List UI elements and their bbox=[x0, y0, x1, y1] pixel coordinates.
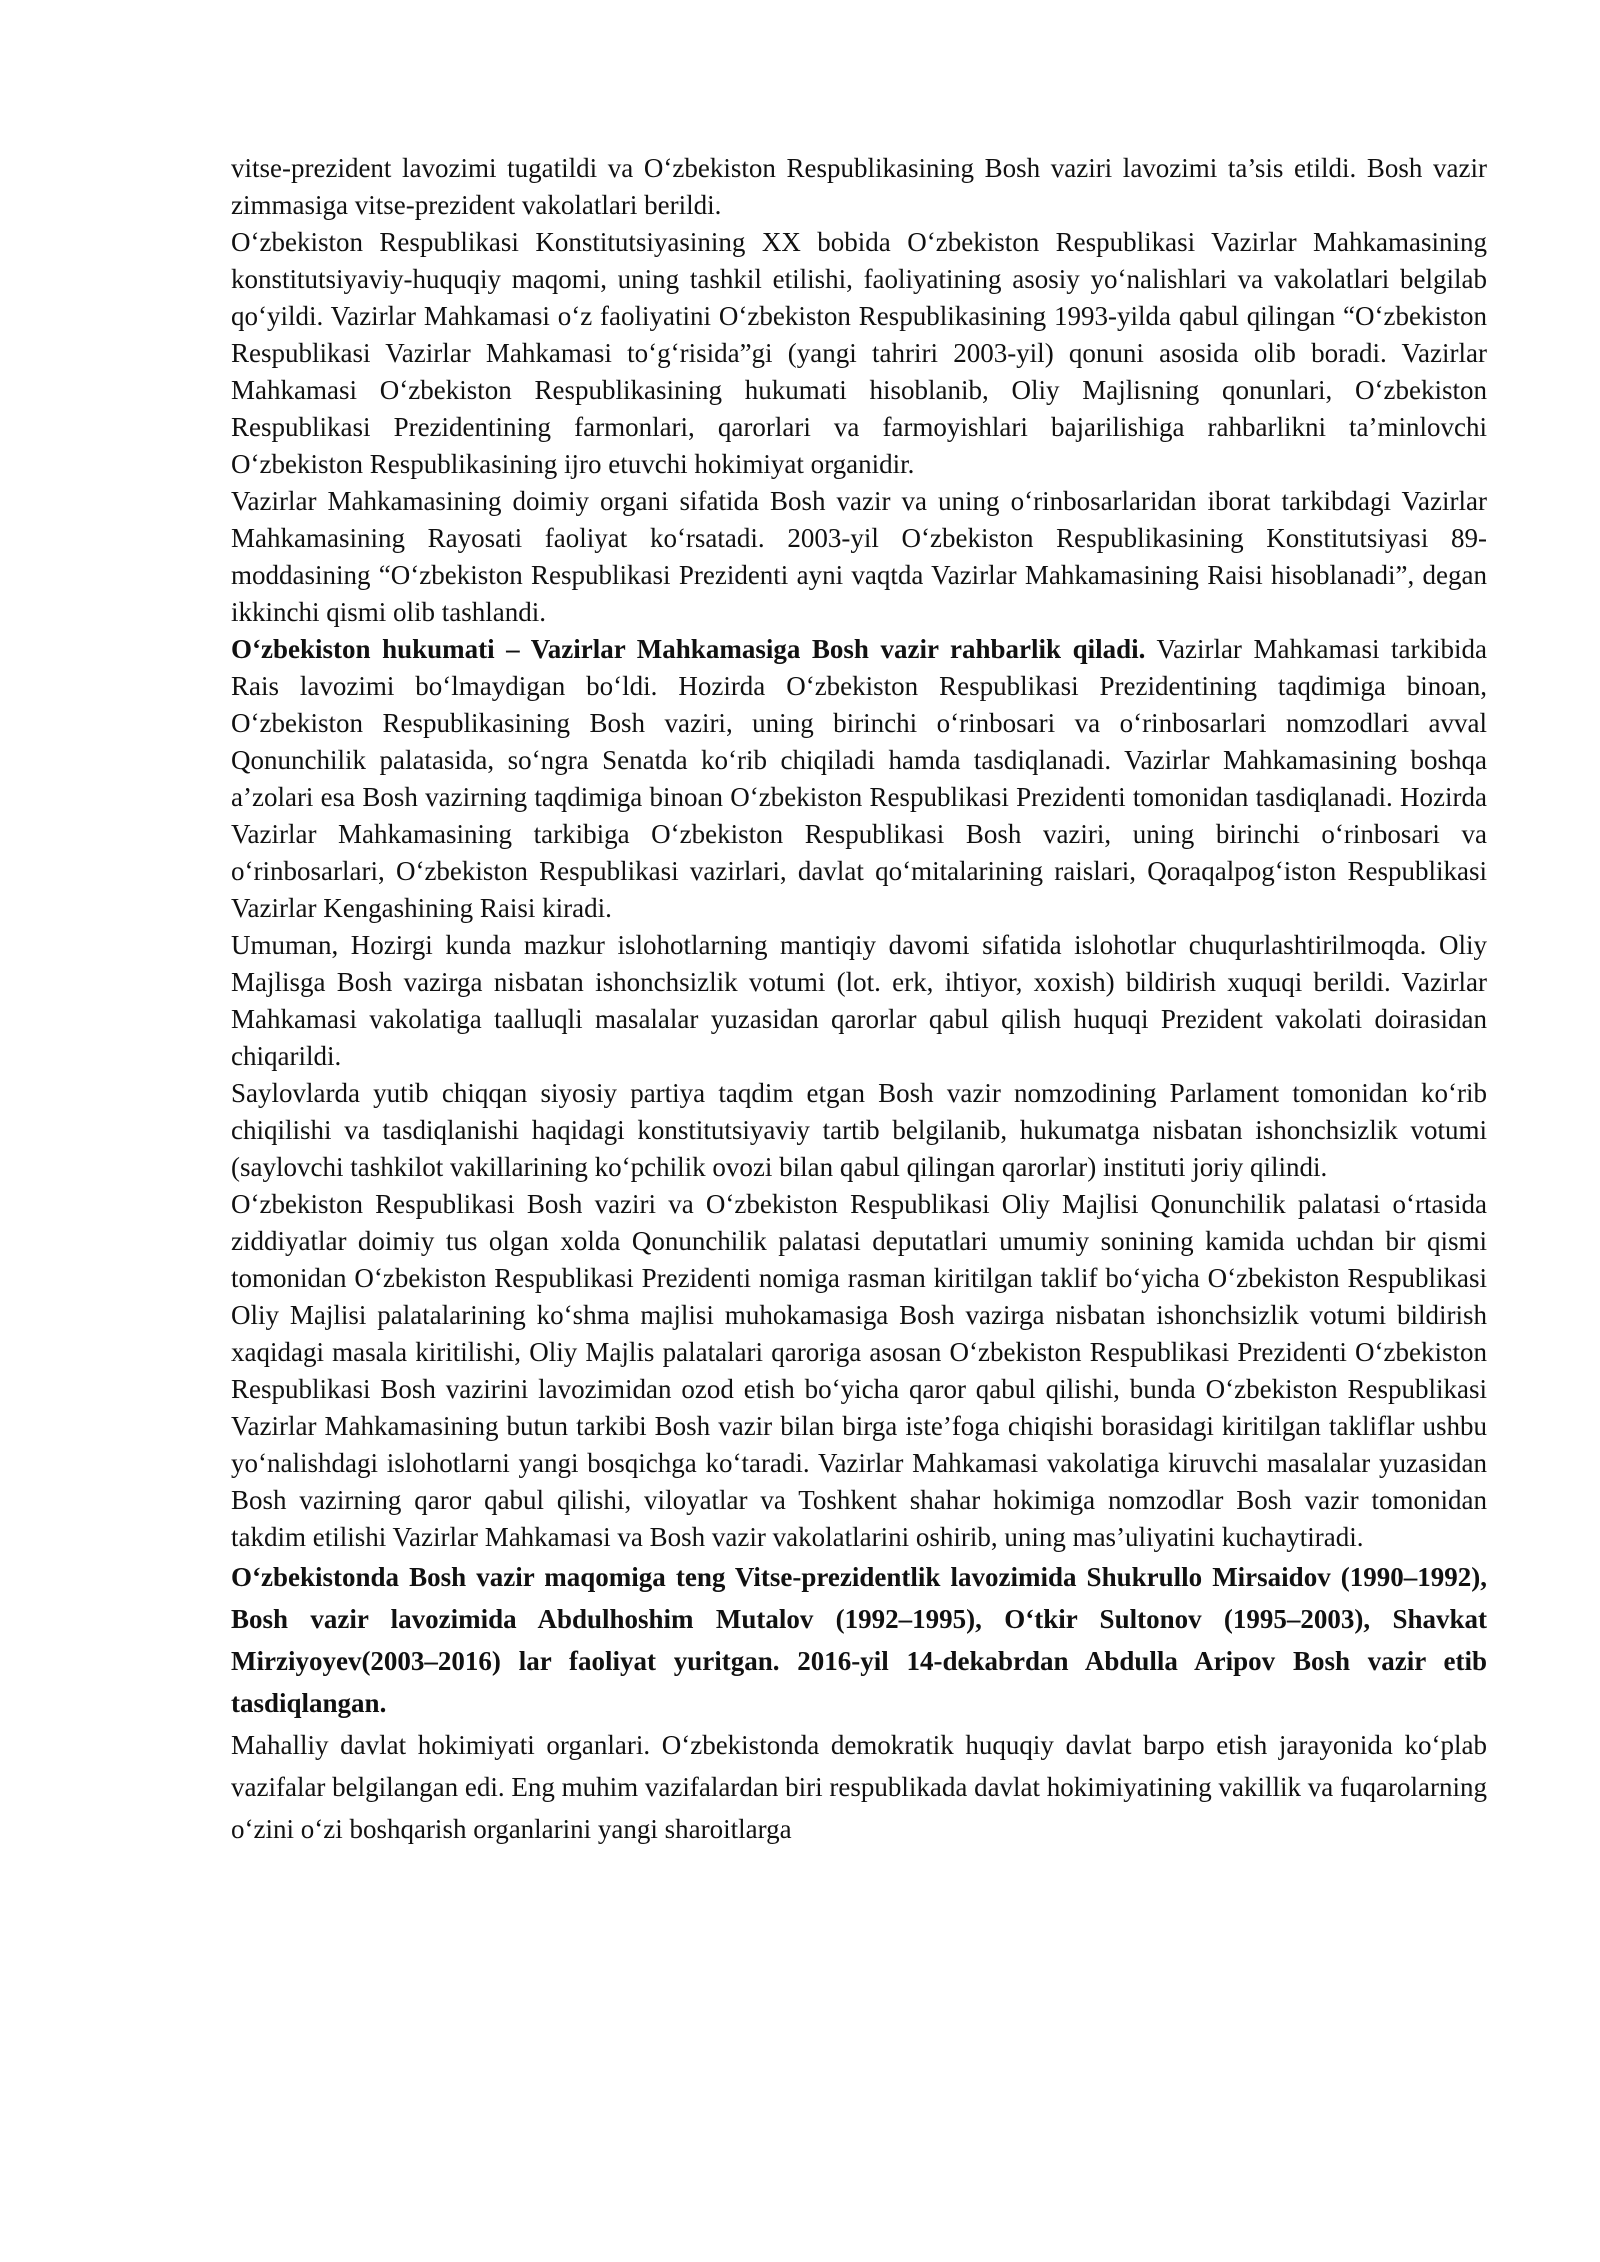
paragraph-constitution-chapter-xx: O‘zbekiston Respublikasi Konstitutsiyasining XX bobida O‘zbekiston Respublikasi Vazirlar Mahkamasining konstitutsiyaviy-huquqiy maqomi, uning tashkil etilishi, faoliyatining asosiy yo‘nalishlari va vakolatlari belgilab qo‘yildi. Vazirlar Mahkamasi o‘z faoliyatini O‘zbekiston Respublikasining 1993-yilda qabul qilingan “O‘zbekiston Respublikasi Vazirlar Mahkamasi to‘g‘risida”gi (yangi tahriri 2003-yil) qonuni asosida olib boradi. Vazirlar Mahkamasi O‘zbekiston Respublikasining hukumati hisoblanib, Oliy Majlisning qonunlari, O‘zbekiston Respublikasi Prezidentining farmonlari, qarorlari va farmoyishlari bajarilishiga rahbarlikni ta’minlovchi O‘zbekiston Respublikasining ijro etuvchi hokimiyat organidir. bbox=[231, 227, 1487, 479]
paragraph-prime-ministers-list: O‘zbekistonda Bosh vazir maqomiga teng Vitse-prezidentlik lavozimida Shukrullo Mirsaidov (1990–1992), Bosh vazir lavozimida Abdulhoshim Mutalov (1992–1995), O‘tkir Sultonov (1995–2003), Shavkat Mirziyoyev(2003–2016) lar faoliyat yuritgan. 2016-yil 14-dekabrdan Abdulla Aripov Bosh vazir etib tasdiqlangan. bbox=[231, 1562, 1487, 1718]
paragraph-bold-lead: O‘zbekiston hukumati – Vazirlar Mahkamasiga Bosh vazir rahbarlik qiladi. bbox=[231, 634, 1146, 664]
paragraph-body: Vazirlar Mahkamasi tarkibida Rais lavozimi bo‘lmaydigan bo‘ldi. Hozirda O‘zbekiston Respublikasi Prezidentining taqdimiga binoan, O‘zbekiston Respublikasining Bosh vaziri, uning birinchi o‘rinbosari va o‘rinbosarlari nomzodlari avval Qonunchilik palatasida, so‘ngra Senatda ko‘rib chiqiladi hamda tasdiqlanadi. Vazirlar Mahkamasining boshqa a’zolari esa Bosh vazirning taqdimiga binoan O‘zbekiston Respublikasi Prezidenti tomonidan tasdiqlanadi. Hozirda Vazirlar Mahkamasining tarkibiga O‘zbekiston Respublikasi Bosh vaziri, uning birinchi o‘rinbosari va o‘rinbosarlari, O‘zbekiston Respublikasi vazirlari, davlat qo‘mitalarining raislari, Qoraqalpog‘iston Respublikasi Vazirlar Kengashining Raisi kiradi. bbox=[231, 634, 1487, 923]
paragraph-cabinet-presidium: Vazirlar Mahkamasining doimiy organi sifatida Bosh vazir va uning o‘rinbosarlaridan iborat tarkibdagi Vazirlar Mahkamasining Rayosati faoliyat ko‘rsatadi. 2003-yil O‘zbekiston Respublikasining Konstitutsiyasi 89-moddasining “O‘zbekiston Respublikasi Prezidenti ayni vaqtda Vazirlar Mahkamasining Raisi hisoblanadi”, degan ikkinchi qismi olib tashlandi. bbox=[231, 486, 1487, 627]
paragraph-elections-nomination: Saylovlarda yutib chiqqan siyosiy partiya taqdim etgan Bosh vazir nomzodining Parlament tomonidan ko‘rib chiqilishi va tasdiqlanishi haqidagi konstitutsiyaviy tartib belgilanib, hukumatga nisbatan ishonchsizlik votumi (saylovchi tashkilot vakillarining ko‘pchilik ovozi bilan qabul qilingan qarorlar) instituti joriy qilindi. bbox=[231, 1078, 1487, 1182]
paragraph-vice-president-abolished: vitse-prezident lavozimi tugatildi va O‘zbekiston Respublikasining Bosh vaziri lavozimi ta’sis etildi. Bosh vazir zimmasiga vitse-prezident vakolatlari berildi. bbox=[231, 153, 1487, 220]
paragraph-reforms-deepening: Umuman, Hozirgi kunda mazkur islohotlarning mantiqiy davomi sifatida islohotlar chuqurlashtirilmoqda. Oliy Majlisga Bosh vazirga nisbatan ishonchsizlik votumi (lot. erk, ihtiyor, xoxish) bildirish xuquqi berildi. Vazirlar Mahkamasi vakolatiga taalluqli masalalar yuzasidan qarorlar qabul qilish huquqi Prezident vakolati doirasidan chiqarildi. bbox=[231, 930, 1487, 1071]
paragraph-prime-minister-leads bbox=[231, 631, 1487, 927]
paragraph-local-government: Mahalliy davlat hokimiyati organlari. O‘zbekistonda demokratik huquqiy davlat barpo etish jarayonida ko‘plab vazifalar belgilangan edi. Eng muhim vazifalardan biri respublikada davlat hokimiyatining vakillik va fuqarolarning o‘zini o‘zi boshqarish organlarini yangi sharoitlarga bbox=[231, 1730, 1487, 1844]
document-page bbox=[231, 150, 1487, 1850]
paragraph-no-confidence-vote: O‘zbekiston Respublikasi Bosh vaziri va O‘zbekiston Respublikasi Oliy Majlisi Qonunchilik palatasi o‘rtasida ziddiyatlar doimiy tus olgan xolda Qonunchilik palatasi deputatlari umumiy sonining kamida uchdan bir qismi tomonidan O‘zbekiston Respublikasi Prezidenti nomiga rasman kiritilgan taklif bo‘yicha O‘zbekiston Respublikasi Oliy Majlisi palatalarining ko‘shma majlisi muhokamasiga Bosh vazirga nisbatan ishonchsizlik votumi bildirish xaqidagi masala kiritilishi, Oliy Majlis palatalari qaroriga asosan O‘zbekiston Respublikasi Prezidenti O‘zbekiston Respublikasi Bosh vazirini lavozimidan ozod etish bo‘yicha qaror qabul qilishi, bunda O‘zbekiston Respublikasi Vazirlar Mahkamasining butun tarkibi Bosh vazir bilan birga iste’foga chiqishi borasidagi kiritilgan takliflar ushbu yo‘nalishdagi islohotlarni yangi bosqichga ko‘taradi. Vazirlar Mahkamasi vakolatiga kiruvchi masalalar yuzasidan Bosh vazirning qaror qabul qilishi, viloyatlar va Toshkent shahar hokimiga nomzodlar Bosh vazir tomonidan takdim etilishi Vazirlar Mahkamasi va Bosh vazir vakolatlarini oshirib, uning mas’uliyatini kuchaytiradi. bbox=[231, 1189, 1487, 1552]
